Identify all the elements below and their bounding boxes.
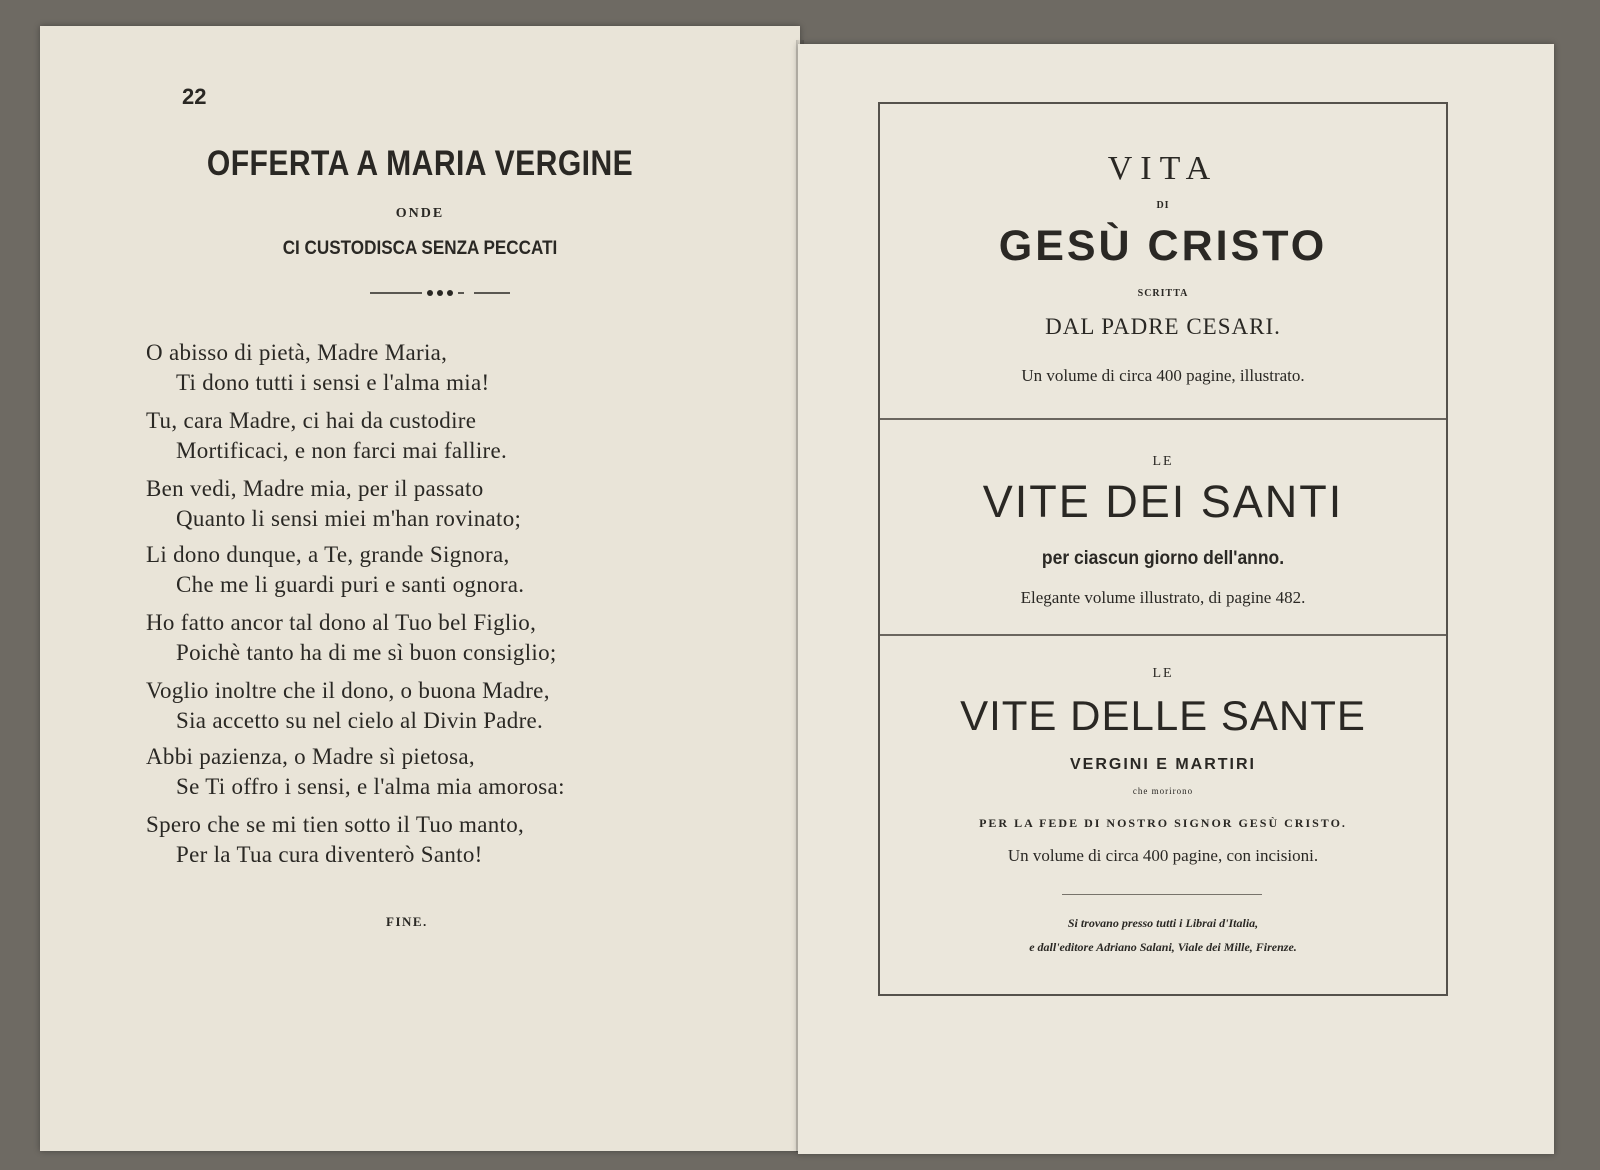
- publisher-footer-line: Si trovano presso tutti i Librai d'Italia,: [1067, 916, 1259, 930]
- poem-verse-line: Che me li guardi puri e santi ognora.: [176, 572, 525, 597]
- poem-verse-line: Ti dono tutti i sensi e l'alma mia!: [176, 370, 490, 395]
- ad3-line: PER LA FEDE DI NOSTRO SIGNOR GESÙ CRISTO.: [979, 816, 1347, 830]
- ad3-subtitle: VERGINI E MARTIRI: [1069, 756, 1256, 773]
- ad1-subject: GESÙ CRISTO: [998, 222, 1328, 270]
- ad1-title: VITA: [1107, 150, 1219, 187]
- ad-divider: [880, 418, 1446, 420]
- right-page: [798, 44, 1554, 1154]
- poem-verse-line: Ben vedi, Madre mia, per il passato: [146, 476, 484, 501]
- poem-subtitle: CI CUSTODISCA SENZA PECCATI: [282, 238, 558, 259]
- poem-verse-line: Poichè tanto ha di me sì buon consiglio;: [176, 640, 557, 665]
- poem-verse-line: Ho fatto ancor tal dono al Tuo bel Figlio,: [146, 610, 537, 635]
- ad2-title: VITE DEI SANTI: [982, 476, 1344, 527]
- left-page: [40, 26, 800, 1151]
- poem-verse-line: O abisso di pietà, Madre Maria,: [146, 340, 448, 365]
- poem-verse-line: Li dono dunque, a Te, grande Signora,: [146, 542, 510, 567]
- ad3-note: che morirono: [1132, 786, 1194, 796]
- ornament-divider-icon: [370, 288, 510, 298]
- poem-verse-line: Per la Tua cura diventerò Santo!: [176, 842, 483, 867]
- advertisement-box: [878, 102, 1448, 996]
- ad1-di: DI: [1156, 200, 1170, 211]
- poem-onde: ONDE: [395, 206, 445, 221]
- page-number: 22: [182, 84, 207, 109]
- ad3-le: LE: [1152, 666, 1174, 681]
- ad3-title: VITE DELLE SANTE: [960, 692, 1366, 739]
- ad1-description: Un volume di circa 400 pagine, illustrato.: [1021, 366, 1305, 385]
- ad3-description: Un volume di circa 400 pagine, con incisioni.: [1007, 846, 1319, 865]
- ad2-description: Elegante volume illustrato, di pagine 482.: [1020, 588, 1306, 607]
- poem-verse-line: Voglio inoltre che il dono, o buona Madre,: [146, 678, 550, 703]
- poem-end-label: FINE.: [386, 914, 428, 929]
- footer-rule: [1062, 894, 1262, 895]
- ad2-subtitle: per ciascun giorno dell'anno.: [1041, 548, 1285, 569]
- poem-verse-line: Sia accetto su nel cielo al Divin Padre.: [176, 708, 544, 733]
- poem-verse-line: Quanto li sensi miei m'han rovinato;: [176, 506, 522, 531]
- poem-verse-line: Se Ti offro i sensi, e l'alma mia amorosa:: [176, 774, 565, 799]
- poem-verse-line: Tu, cara Madre, ci hai da custodire: [146, 408, 477, 433]
- ad-divider: [880, 634, 1446, 636]
- ad2-le: LE: [1152, 454, 1174, 469]
- publisher-footer-line: e dall'editore Adriano Salani, Viale dei Mille, Firenze.: [1029, 940, 1297, 954]
- poem-verse-line: Mortificaci, e non farci mai fallire.: [176, 438, 508, 463]
- ad1-author: DAL PADRE CESARI.: [1045, 314, 1281, 339]
- ad1-scritta: SCRITTA: [1137, 288, 1189, 299]
- poem-title: OFFERTA A MARIA VERGINE: [206, 144, 634, 183]
- poem-verse-line: Spero che se mi tien sotto il Tuo manto,: [146, 812, 525, 837]
- poem-verse-line: Abbi pazienza, o Madre sì pietosa,: [146, 744, 475, 769]
